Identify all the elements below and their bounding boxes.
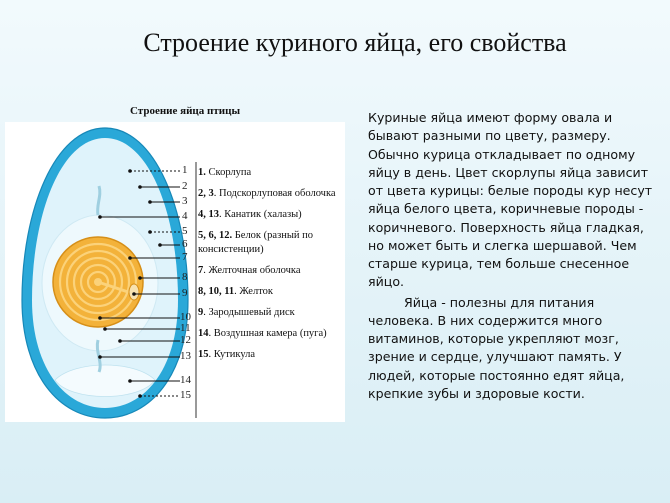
description-paragraph-2: Яйца - полезны для питания человека. В них содержится много витаминов, которые укрепляют мозг, зрение и сердце, улучшают память. У людей, которые постоянно едят яйца, крепкие зубы и здоровые кости. xyxy=(368,294,625,401)
part-number-8: 8 xyxy=(182,271,188,283)
diagram-legend xyxy=(198,166,348,369)
legend-item: 14. Воздушная камера (пуга) xyxy=(198,328,327,339)
page-title: Строение куриного яйца, его свойства xyxy=(143,28,567,57)
part-number-3: 3 xyxy=(182,195,188,207)
part-number-1: 1 xyxy=(182,164,188,176)
legend-item: 4, 13. Канатик (халазы) xyxy=(198,209,302,221)
part-number-15: 15 xyxy=(180,389,191,401)
part-number-4: 4 xyxy=(182,210,188,222)
part-number-5: 5 xyxy=(182,225,188,237)
germinal-disc xyxy=(129,284,139,300)
legend-item: 5, 6, 12. Белок (разный по консистенции) xyxy=(198,230,313,255)
part-number-9: 9 xyxy=(182,287,188,299)
legend-item: 15. Кутикула xyxy=(198,349,256,361)
part-number-11: 11 xyxy=(180,322,191,334)
part-number-7: 7 xyxy=(182,251,188,263)
part-number-13: 13 xyxy=(180,350,191,362)
legend-item: 8, 10, 11. Желток xyxy=(198,285,273,297)
part-number-14: 14 xyxy=(180,374,191,386)
legend-item: 7. Желточная оболочка xyxy=(198,264,301,276)
part-number-6: 6 xyxy=(182,238,188,250)
legend-item: 1. Скорлупа xyxy=(198,167,252,178)
description-text xyxy=(368,109,663,403)
part-number-10: 10 xyxy=(180,311,191,323)
diagram-title: Строение яйца птицы xyxy=(130,105,241,117)
description-paragraph-1: Куриные яйца имеют форму овала и бывают разными по цвету, размеру. Обычно курица откладывает по одному яйцу в день. Цвет скорлупы яйца зависит от цвета курицы: белые породы кур несут яйца белого цвета, коричневые породы - коричневого. Поверхность яйца гладкая, но может быть и слегка шершавой. Чем старше курица, тем больше снесенное яйцо. xyxy=(368,110,653,290)
part-number-12: 12 xyxy=(180,334,191,346)
legend-item: 9. Зародышевый диск xyxy=(198,306,295,318)
legend-item: 2, 3. Подскорлуповая оболочка xyxy=(198,188,336,200)
part-number-2: 2 xyxy=(182,180,188,192)
